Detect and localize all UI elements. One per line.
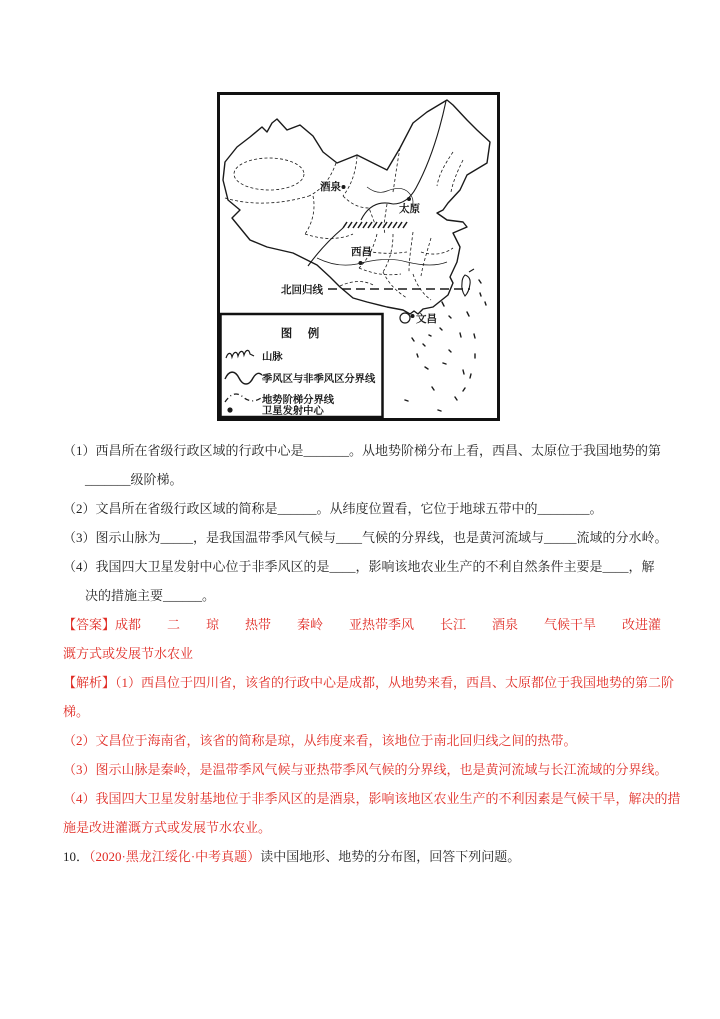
question-line: （3）图示山脉为_____，是我国温带季风气候与____气候的分界线，也是黄河流域与_____流域的分水岭。	[63, 530, 668, 545]
legend-item-terrain-step: 地势阶梯分界线	[262, 395, 335, 406]
question-lines	[63, 436, 683, 610]
map-legend	[221, 314, 383, 417]
answer-line: 【答案】成都 二 琼 热带 秦岭 亚热带季风 长江 酒泉 气候干旱 改进灌	[63, 617, 662, 632]
legend-title: 图 例	[280, 328, 322, 340]
analysis-paragraph: （3）图示山脉是秦岭，是温带季风气候与亚热带季风气候的分界线，也是黄河流域与长江流域的分界线。	[63, 762, 668, 777]
china-map-figure	[217, 92, 500, 421]
question-content	[63, 436, 683, 871]
wenchang-dot	[411, 314, 415, 318]
question-line: （1）西昌所在省级行政区域的行政中心是_______。从地势阶梯分布上看，西昌、太原位于我国地势的第	[63, 443, 662, 458]
jiuquan-label: 酒泉	[320, 181, 341, 193]
next-question-text: 读中国地形、地势的分布图，回答下列问题。	[260, 849, 521, 864]
launch-center-symbol-icon	[227, 407, 232, 412]
question-line: （2）文昌所在省级行政区域的简称是______。从纬度位置看，它位于地球五带中的________。	[63, 501, 603, 516]
wenchang-label: 文昌	[416, 313, 437, 325]
xichang-dot	[359, 261, 363, 265]
xichang-label: 西昌	[351, 246, 372, 258]
analysis-paragraph: （4）我国四大卫星发射基地位于非季风区的是酒泉，影响该地区农业生产的不利因素是气候干旱，解决的措施是改进灌溉方式或发展节水农业。	[63, 791, 681, 835]
analysis-paragraph: 【解析】（1）西昌位于四川省，该省的行政中心是成都，从地势来看，西昌、太原都位于我国地势的第二阶梯。	[63, 675, 675, 719]
legend-item-mountain: 山脉	[262, 352, 283, 363]
legend-item-launch-center: 卫星发射中心	[262, 406, 324, 417]
question-line: （4）我国四大卫星发射中心位于非季风区的是____，影响该地农业生产的不利自然条件主要是____，解	[63, 559, 655, 574]
next-question-number: 10．	[63, 849, 90, 864]
analysis-block	[63, 668, 683, 842]
question-line: 决的措施主要______。	[85, 588, 216, 603]
next-question-source-tag: （2020·黑龙江绥化·中考真题）	[89, 849, 261, 864]
taiyuan-label: 太原	[399, 203, 420, 215]
next-question-line	[63, 842, 683, 871]
tropic-of-cancer-label: 北回归线	[281, 284, 323, 296]
jiuquan-dot	[342, 185, 346, 189]
analysis-paragraph: （2）文昌位于海南省，该省的简称是琼，从纬度来看，该地位于南北回归线之间的热带。	[63, 733, 577, 748]
answer-line: 溉方式或发展节水农业	[63, 646, 194, 661]
china-map-svg	[217, 92, 500, 421]
answer-block	[63, 610, 683, 668]
legend-item-monsoon-boundary: 季风区与非季风区分界线	[262, 374, 376, 385]
question-line: _______级阶梯。	[85, 472, 183, 487]
taiyuan-dot	[407, 197, 411, 201]
